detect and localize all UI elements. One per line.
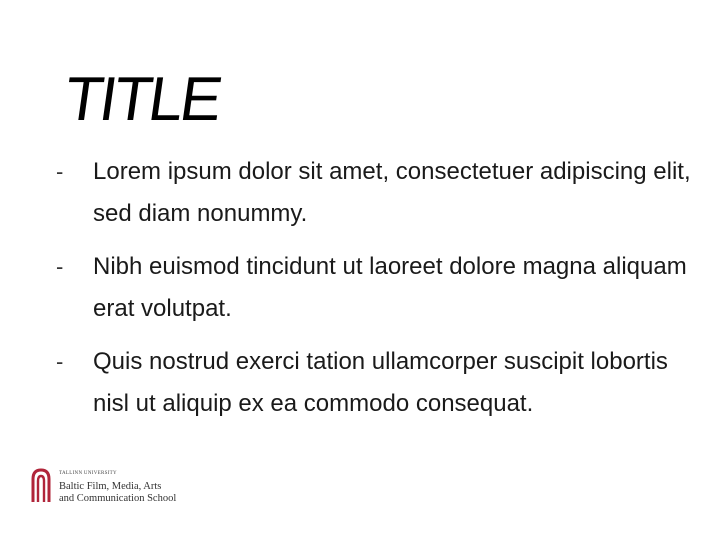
bullet-marker: -: [56, 254, 64, 279]
logo-university: TALLINN UNIVERSITY: [59, 471, 117, 476]
bullet-text: Nibh euismod tincidunt ut laoreet dolore magna aliquam erat volutpat.: [93, 253, 687, 322]
bullet-marker: -: [56, 349, 64, 374]
bullet-marker: -: [56, 159, 64, 184]
school-logo: [30, 467, 220, 511]
bullet-list: [56, 151, 696, 436]
arch-logo-icon: [30, 467, 52, 503]
bullet-item: [56, 246, 696, 330]
logo-line-2: and Communication School: [59, 493, 177, 504]
logo-line-1: Baltic Film, Media, Arts: [59, 481, 162, 492]
slide-title: TITLE: [60, 65, 224, 134]
bullet-text: Lorem ipsum dolor sit amet, consectetuer adipiscing elit, sed diam nonummy.: [93, 158, 691, 227]
bullet-item: [56, 151, 696, 235]
bullet-text: Quis nostrud exerci tation ullamcorper suscipit lobortis nisl ut aliquip ex ea commodo consequat.: [93, 348, 668, 417]
bullet-item: [56, 341, 696, 425]
